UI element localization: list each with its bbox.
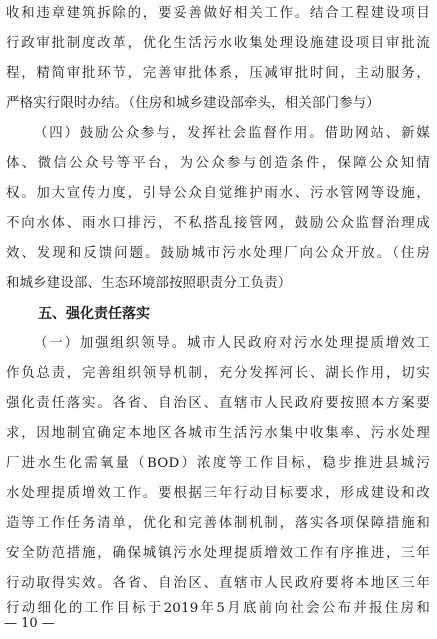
text-line: 程，精简审批环节，完善审批体系，压减审批时间，主动服务， bbox=[6, 66, 430, 81]
text-line: 和城乡建设部、生态环境部按照职责分工负责） bbox=[6, 276, 292, 291]
text-line: 厂进水生化需氧量（BOD）浓度等工作目标，稳步推进县城污 bbox=[6, 456, 430, 471]
text-line: 效、发现和反馈问题。鼓励城市污水处理厂向公众开放。（住房 bbox=[6, 246, 430, 261]
text-line: 求，因地制宜确定本地区各城市生活污水集中收集率、污水处理 bbox=[6, 426, 430, 441]
text-line: 造等工作任务清单，优化和完善体制机制，落实各项保障措施和 bbox=[6, 516, 430, 531]
text-line: 作负总责，完善组织领导机制，充分发挥河长、湖长作用，切实 bbox=[6, 366, 430, 381]
text-line: 权。加大宣传力度，引导公众自觉维护雨水、污水管网等设施， bbox=[6, 186, 430, 201]
text-line: 不向水体、雨水口排污，不私搭乱接管网，鼓励公众监督治理成 bbox=[6, 216, 430, 231]
text-line: 收和违章建筑拆除的，要妥善做好相关工作。结合工程建设项目 bbox=[6, 6, 430, 21]
text-line: 行动细化的工作目标于2019年5月底前向社会公布并报住房和 bbox=[6, 601, 430, 616]
text-line: 行政审批制度改革，优化生活污水收集处理设施建设项目审批流 bbox=[6, 36, 430, 51]
page-number: — 10 — bbox=[4, 616, 55, 631]
text-line: 水处理提质增效工作。要根据三年行动目标要求，形成建设和改 bbox=[6, 486, 430, 501]
text-line: 严格实行限时办结。（住房和城乡建设部牵头，相关部门参与） bbox=[6, 96, 380, 111]
text-line: 行动取得实效。各省、自治区、直辖市人民政府要将本地区三年 bbox=[6, 576, 430, 591]
text-line: （四）鼓励公众参与，发挥社会监督作用。借助网站、新媒 bbox=[34, 126, 430, 141]
text-line: 安全防范措施，确保城镇污水处理提质增效工作有序推进，三年 bbox=[6, 546, 430, 561]
text-line: 体、微信公众号等平台，为公众参与创造条件，保障公众知情 bbox=[6, 156, 430, 171]
section-heading: 五、强化责任落实 bbox=[38, 306, 150, 322]
text-line: 强化责任落实。各省、自治区、直辖市人民政府要按照本方案要 bbox=[6, 396, 430, 411]
text-line: （一）加强组织领导。城市人民政府对污水处理提质增效工 bbox=[34, 336, 430, 351]
